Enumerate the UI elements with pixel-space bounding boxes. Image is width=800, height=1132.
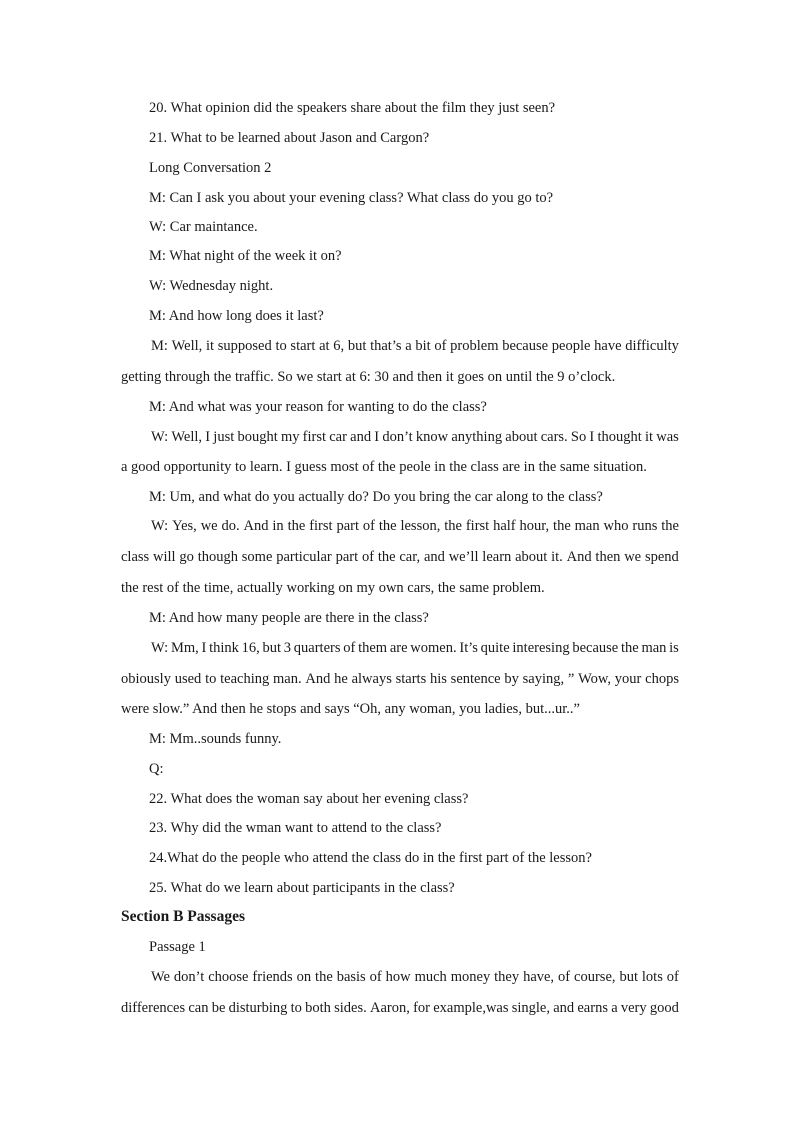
word: to — [290, 1000, 302, 1016]
word: 6, — [333, 338, 345, 354]
word: anything — [451, 429, 503, 445]
paragraph-line: were slow.” And then he stops and says “Oh, any woman, you ladies, but...ur..” — [121, 701, 580, 717]
passage-title: Passage 1 — [149, 939, 206, 955]
dialogue-line: M: Mm..sounds funny. — [149, 731, 282, 747]
paragraph-line — [121, 669, 679, 689]
word: difficulty — [625, 338, 679, 354]
paragraph-line: the rest of the time, actually working on my own cars, the same problem. — [121, 580, 545, 596]
word: of — [343, 640, 356, 656]
word: W: — [151, 518, 169, 534]
word: don’t — [382, 429, 413, 445]
word: it — [205, 338, 215, 354]
word: very — [620, 1000, 647, 1016]
word: we’ll — [448, 549, 479, 565]
word: I — [201, 640, 207, 656]
word: problem — [450, 338, 499, 354]
word: be — [211, 1000, 226, 1016]
word: the — [444, 518, 462, 534]
word: much — [414, 969, 447, 985]
paragraph-line: getting through the traffic. So we start at 6: 30 and then it goes on until the 9 o’clock. — [121, 369, 616, 385]
word: single, — [511, 1000, 550, 1016]
word: will — [153, 549, 176, 565]
word: was — [656, 429, 679, 445]
word: go — [179, 549, 194, 565]
paragraph-line — [121, 998, 679, 1018]
questions-label: Q: — [149, 761, 164, 777]
word: friends — [252, 969, 293, 985]
word: have — [594, 338, 622, 354]
word: lesson, — [400, 518, 441, 534]
word: my — [280, 429, 300, 445]
dialogue-line: W: Car maintance. — [149, 219, 258, 235]
word: quarters — [293, 640, 341, 656]
word: I — [589, 429, 595, 445]
word: basis — [336, 969, 366, 985]
word: It’s — [459, 640, 478, 656]
word: obiously — [121, 671, 171, 687]
word: cars. — [540, 429, 568, 445]
word: the — [287, 518, 306, 534]
word: Well, — [171, 338, 203, 354]
word: man. — [273, 671, 302, 687]
paragraph-line — [151, 427, 679, 447]
word: it — [644, 429, 654, 445]
word: women. — [410, 640, 457, 656]
word: just — [213, 429, 235, 445]
word: and — [553, 1000, 575, 1016]
word: people — [551, 338, 591, 354]
word: spend — [644, 549, 679, 565]
word: supposed — [217, 338, 272, 354]
word: them — [358, 640, 388, 656]
word: but — [347, 338, 367, 354]
conversation-title: Long Conversation 2 — [149, 160, 272, 176]
word: of — [361, 549, 375, 565]
word: Well, — [171, 429, 203, 445]
word: think — [209, 640, 239, 656]
word: Yes, — [172, 518, 197, 534]
word: to — [205, 671, 217, 687]
word: runs — [632, 518, 658, 534]
word: can — [188, 1000, 209, 1016]
word: is — [669, 640, 679, 656]
word: particular — [276, 549, 332, 565]
word: the — [553, 518, 571, 534]
paragraph-line — [121, 547, 679, 567]
word: learn — [482, 549, 512, 565]
word: Aaron, — [369, 1000, 410, 1016]
word: on — [296, 969, 312, 985]
paragraph-line — [151, 967, 679, 987]
word: ” — [567, 671, 575, 687]
word: chops — [645, 671, 679, 687]
question-21: 21. What to be learned about Jason and Cargon? — [149, 130, 430, 146]
question-22: 22. What does the woman say about her evening class? — [149, 791, 469, 807]
word: bit — [415, 338, 431, 354]
word: they — [494, 969, 520, 985]
word: And — [305, 671, 331, 687]
word: hour, — [519, 518, 550, 534]
word: of — [434, 338, 447, 354]
word: we — [200, 518, 218, 534]
word: disturbing — [228, 1000, 288, 1016]
section-heading: Section B Passages — [121, 908, 245, 925]
word: but — [619, 969, 638, 985]
dialogue-line: M: Um, and what do you actually do? Do you bring the car along to the class? — [149, 489, 603, 505]
word: differences — [121, 1000, 186, 1016]
word: So — [570, 429, 587, 445]
word: quite — [480, 640, 510, 656]
word: it. — [551, 549, 563, 565]
word: of — [362, 518, 375, 534]
word: but — [262, 640, 282, 656]
word: saying, — [522, 671, 565, 687]
word: good — [649, 1000, 679, 1016]
word: thought — [597, 429, 642, 445]
word: of — [558, 969, 571, 985]
word: to — [275, 338, 287, 354]
word: that’s — [370, 338, 402, 354]
paragraph-line — [151, 638, 679, 658]
word: W: — [151, 640, 169, 656]
word: because — [502, 338, 549, 354]
word: Wow, — [578, 671, 612, 687]
word: money — [450, 969, 491, 985]
word: starts — [395, 671, 427, 687]
question-25: 25. What do we learn about participants in the class? — [149, 880, 455, 896]
word: part — [336, 518, 359, 534]
word: because — [572, 640, 619, 656]
word: of — [369, 969, 382, 985]
word: used — [174, 671, 202, 687]
paragraph-line — [151, 516, 679, 536]
word: then — [595, 549, 621, 565]
word: example,was — [433, 1000, 509, 1016]
word: We — [151, 969, 170, 985]
word: who — [603, 518, 629, 534]
word: a — [405, 338, 412, 354]
word: don’t — [173, 969, 205, 985]
word: how — [385, 969, 411, 985]
word: know — [415, 429, 449, 445]
word: 16, — [241, 640, 260, 656]
word: the — [661, 518, 679, 534]
word: I — [205, 429, 211, 445]
word: Mm, — [170, 640, 199, 656]
word: 3 — [283, 640, 292, 656]
word: M: — [151, 338, 168, 354]
word: earns — [577, 1000, 608, 1016]
word: first — [465, 518, 490, 534]
paragraph-line: a good opportunity to learn. I guess most of the peole in the class are in the same situation. — [121, 459, 647, 475]
word: sentence — [450, 671, 501, 687]
word: he — [334, 671, 348, 687]
word: W: — [151, 429, 169, 445]
word: man — [574, 518, 600, 534]
word: the — [620, 640, 639, 656]
word: choose — [208, 969, 249, 985]
word: some — [241, 549, 273, 565]
word: interesing — [512, 640, 570, 656]
word: both — [305, 1000, 331, 1016]
word: And — [566, 549, 592, 565]
word: and — [423, 549, 445, 565]
word: by — [504, 671, 519, 687]
word: do. — [221, 518, 240, 534]
word: have, — [523, 969, 555, 985]
dialogue-line: M: And what was your reason for wanting to do the class? — [149, 399, 487, 415]
word: at — [319, 338, 330, 354]
word: about — [505, 429, 538, 445]
word: teaching — [220, 671, 270, 687]
word: half — [493, 518, 516, 534]
word: car, — [399, 549, 421, 565]
dialogue-line: M: And how many people are there in the class? — [149, 610, 429, 626]
word: bought — [237, 429, 278, 445]
word: lots — [641, 969, 663, 985]
word: your — [614, 671, 642, 687]
paragraph-line — [151, 336, 679, 356]
word: first — [302, 429, 327, 445]
word: though — [197, 549, 238, 565]
word: the — [315, 969, 333, 985]
word: start — [290, 338, 316, 354]
word: I — [374, 429, 380, 445]
question-20: 20. What opinion did the speakers share about the film they just seen? — [149, 100, 556, 116]
word: in — [272, 518, 284, 534]
word: part — [335, 549, 359, 565]
word: And — [243, 518, 269, 534]
word: for — [413, 1000, 430, 1016]
word: we — [624, 549, 642, 565]
word: the — [377, 549, 396, 565]
word: man — [641, 640, 667, 656]
word: course, — [574, 969, 616, 985]
word: first — [309, 518, 333, 534]
word: his — [429, 671, 447, 687]
question-24: 24.What do the people who attend the class do in the first part of the lesson? — [149, 850, 592, 866]
question-23: 23. Why did the wman want to attend to the class? — [149, 820, 442, 836]
word: and — [350, 429, 372, 445]
word: a — [611, 1000, 618, 1016]
word: sides. — [334, 1000, 367, 1016]
dialogue-line: M: Can I ask you about your evening class? What class do you go to? — [149, 190, 554, 206]
dialogue-line: M: And how long does it last? — [149, 308, 324, 324]
word: are — [389, 640, 408, 656]
dialogue-line: W: Wednesday night. — [149, 278, 274, 294]
word: car — [329, 429, 347, 445]
word: of — [666, 969, 679, 985]
word: class — [121, 549, 150, 565]
word: always — [351, 671, 392, 687]
word: about — [515, 549, 548, 565]
word: the — [378, 518, 397, 534]
dialogue-line: M: What night of the week it on? — [149, 248, 342, 264]
